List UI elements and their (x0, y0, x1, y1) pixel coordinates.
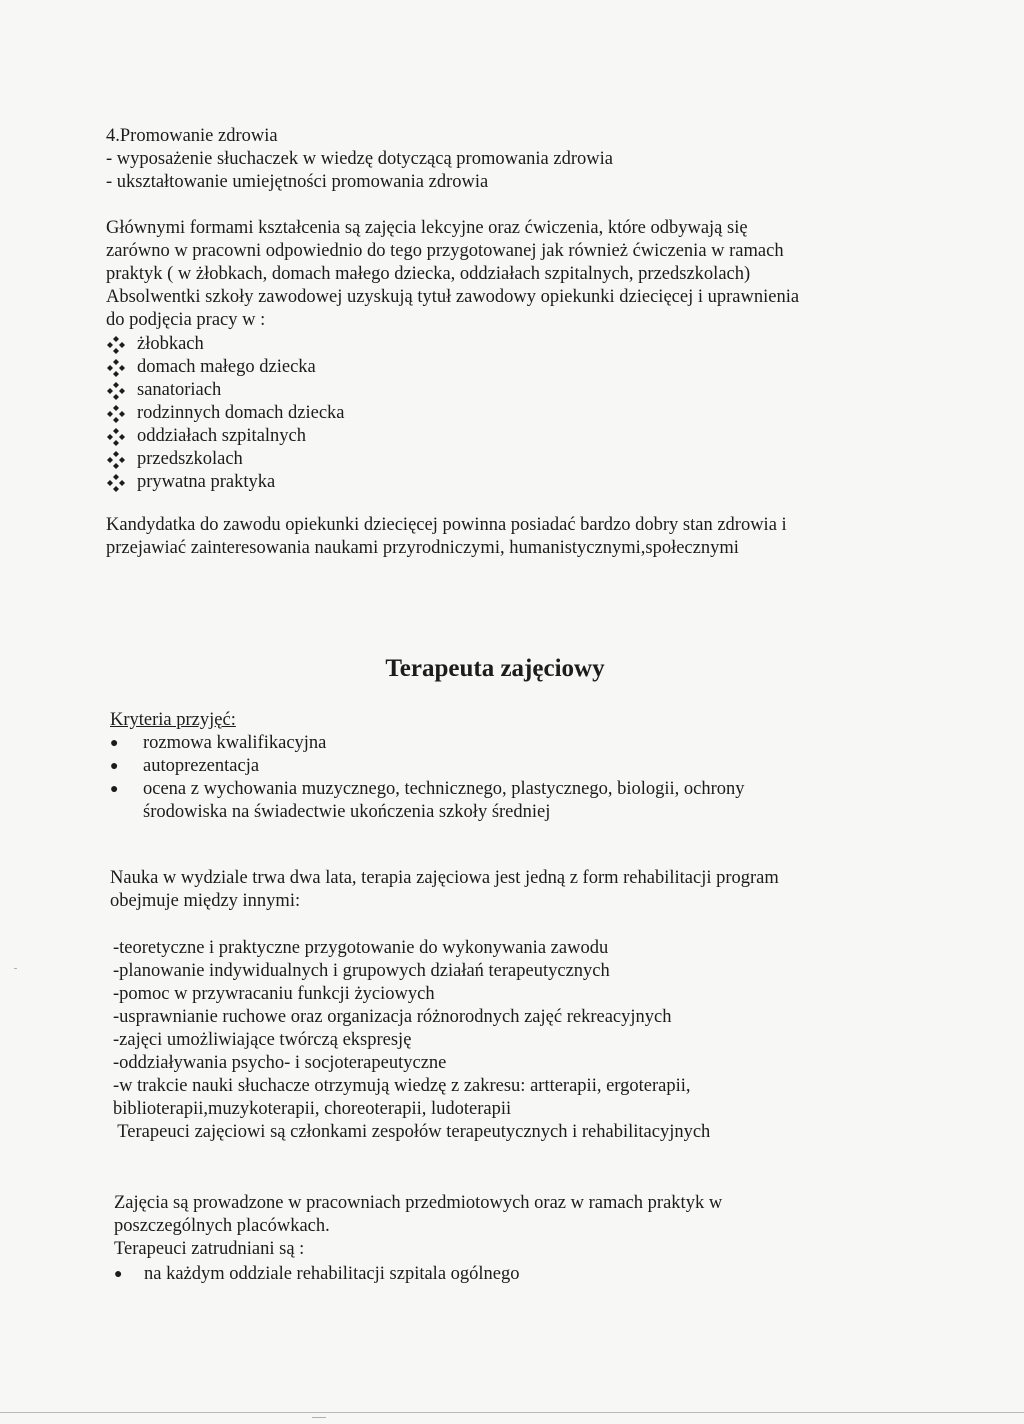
text-line: Terapeuci zajęciowi są członkami zespołów terapeutycznych i rehabilitacyjnych (113, 1122, 711, 1142)
list-item (110, 778, 745, 824)
text-line: biblioterapii,muzykoterapii, choreoterapii, ludoterapii (113, 1099, 512, 1119)
text-line: -pomoc w przywracaniu funkcji życiowych (113, 984, 435, 1004)
list-item-label: na każdym oddziale rehabilitacji szpitala ogólnego (144, 1264, 520, 1284)
forms-paragraph (106, 217, 799, 332)
list-item-label: przedszkolach (137, 449, 243, 469)
list-item (106, 471, 345, 494)
text-line: Absolwentki szkoły zawodowej uzyskują tytuł zawodowy opiekunki dziecięcej i uprawnienia (106, 287, 800, 307)
bullet-dot-icon: ● (114, 1267, 123, 1282)
text-line: Głównymi formami kształcenia są zajęcia lekcyjne oraz ćwiczenia, które odbywają się (106, 218, 748, 238)
list-item-label: rozmowa kwalifikacyjna (143, 733, 327, 753)
text-line: Kandydatka do zawodu opiekunki dziecięcej powinna posiadać bardzo dobry stan zdrowia i (106, 515, 787, 535)
text-line: -w trakcie nauki słuchacze otrzymują wiedzę z zakresu: artterapii, ergoterapii, (113, 1076, 691, 1096)
diamond-bullet-icon (106, 335, 126, 355)
candidate-paragraph (106, 514, 787, 560)
list-item-label: ocena z wychowania muzycznego, technicznego, plastycznego, biologii, ochrony środowiska na świadectwie ukończenia szkoły średniej (143, 779, 745, 822)
criteria-list (110, 732, 745, 824)
diamond-bullet-icon (106, 427, 126, 447)
bullet-dot-icon: ● (110, 782, 119, 797)
bullet-dot-icon: ● (110, 736, 119, 751)
section-promotion (106, 125, 613, 194)
list-item (106, 356, 345, 379)
text-line: do podjęcia pracy w : (106, 310, 266, 330)
list-item-label: prywatna praktyka (137, 472, 276, 492)
employment-list (114, 1263, 520, 1286)
text-line: -planowanie indywidualnych i grupowych działań terapeutycznych (113, 961, 610, 981)
list-item (106, 402, 345, 425)
text-line: -usprawnianie ruchowe oraz organizacja różnorodnych zajęć rekreacyjnych (113, 1007, 672, 1027)
list-item-label: domach małego dziecka (137, 357, 316, 377)
text-line: - wyposażenie słuchaczek w wiedzę dotyczącą promowania zdrowia (106, 149, 613, 169)
list-item-label: żłobkach (137, 334, 204, 354)
text-line: -teoretyczne i praktyczne przygotowanie do wykonywania zawodu (113, 938, 609, 958)
scan-edge-line (0, 1412, 1024, 1413)
diamond-bullet-icon (106, 358, 126, 378)
list-item (106, 448, 345, 471)
list-item (114, 1263, 520, 1286)
list-item-label: oddziałach szpitalnych (137, 426, 307, 446)
text-line: obejmuje między innymi: (110, 891, 301, 911)
text-line: Zajęcia są prowadzone w pracowniach przedmiotowych oraz w ramach praktyk w (114, 1193, 723, 1213)
bullet-dot-icon: ● (110, 759, 119, 774)
study-paragraph (110, 867, 779, 913)
classes-paragraph (114, 1192, 722, 1261)
diamond-bullet-icon (106, 404, 126, 424)
list-item (106, 425, 345, 448)
text-line: praktyk ( w żłobkach, domach małego dziecka, oddziałach szpitalnych, przedszkolach) (106, 264, 751, 284)
list-item-label: rodzinnych domach dziecka (137, 403, 345, 423)
page-title: Terapeuta zajęciowy (385, 655, 605, 682)
text-line: Nauka w wydziale trwa dwa lata, terapia zajęciowa jest jedną z form rehabilitacji program (110, 868, 779, 888)
list-item (106, 333, 345, 356)
list-item (110, 732, 745, 755)
text-line: - ukształtowanie umiejętności promowania zdrowia (106, 172, 489, 192)
program-list (113, 937, 710, 1144)
list-item (110, 755, 745, 778)
scan-speck (14, 968, 17, 969)
text-line: zarówno w pracowni odpowiednio do tego przygotowanej jak również ćwiczenia w ramach (106, 241, 784, 261)
scan-speck (312, 1417, 326, 1418)
text-line: Terapeuci zatrudniani są : (114, 1239, 305, 1259)
text-line: -zajęci umożliwiające twórczą ekspresję (113, 1030, 412, 1050)
list-item-label: autoprezentacja (143, 756, 260, 776)
section-heading: 4.Promowanie zdrowia (106, 126, 278, 146)
text-line: poszczególnych placówkach. (114, 1216, 330, 1236)
diamond-bullet-icon (106, 450, 126, 470)
workplaces-list (106, 333, 345, 494)
diamond-bullet-icon (106, 381, 126, 401)
text-line: przejawiać zainteresowania naukami przyrodniczymi, humanistycznymi,społecznymi (106, 538, 739, 558)
text-line: -oddziaływania psycho- i socjoterapeutyczne (113, 1053, 447, 1073)
list-item (106, 379, 345, 402)
list-item-label: sanatoriach (137, 380, 222, 400)
criteria-heading: Kryteria przyjęć: (110, 710, 236, 730)
criteria-section (110, 709, 745, 824)
diamond-bullet-icon (106, 473, 126, 493)
